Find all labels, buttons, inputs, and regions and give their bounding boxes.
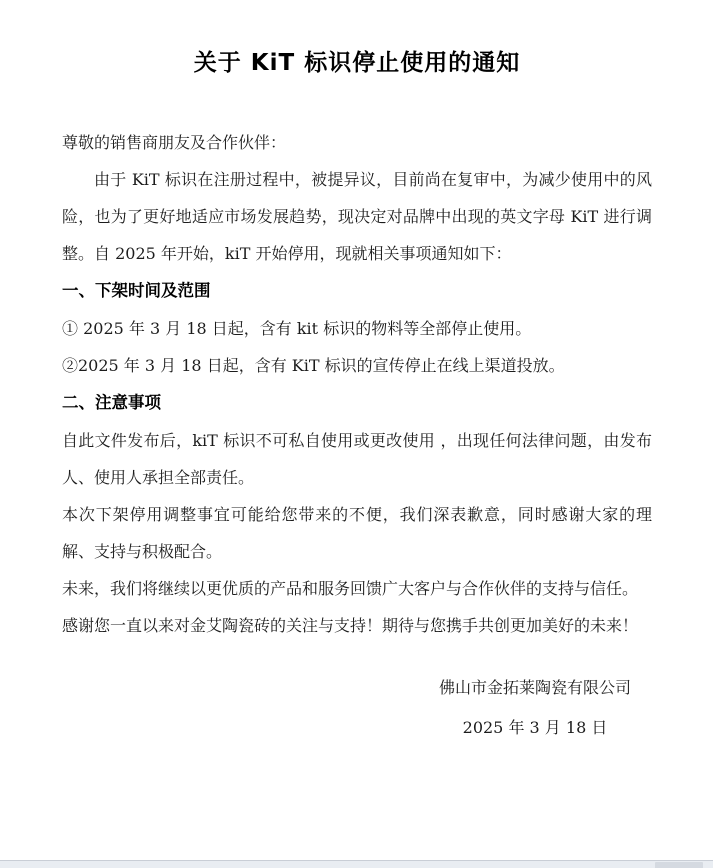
- section2-paragraph-4: 感谢您一直以来对金艾陶瓷砖的关注与支持！期待与您携手共创更加美好的未来！: [62, 616, 639, 635]
- signature-company: 佛山市金拓莱陶瓷有限公司: [438, 678, 631, 697]
- signature-date: 2025 年 3 月 18 日: [462, 718, 608, 737]
- page-title: 关于 KiT 标识停止使用的通知: [193, 50, 521, 76]
- intro-paragraph: 由于 KiT 标识在注册过程中，被提异议，目前尚在复审中，为减少使用中的风险，也为了更好地适应市场发展趋势，现决定对品牌中出现的英文字母 KiT 进行调整。自 2025 年开始，kiT 开始停用，现就相关事项通知如下：: [62, 170, 652, 263]
- scrollbar-thumb[interactable]: [655, 862, 703, 868]
- section1-item-1: ① 2025 年 3 月 18 日起，含有 kit 标识的物料等全部停止使用。: [62, 319, 532, 338]
- section2-paragraph-2: 本次下架停用调整事宜可能给您带来的不便，我们深表歉意，同时感谢大家的理解、支持与积极配合。: [62, 505, 652, 561]
- section2-paragraph-1: 自此文件发布后，kiT 标识不可私自使用或更改使用 ，出现任何法律问题，由发布人、使用人承担全部责任。: [62, 431, 652, 487]
- section1-heading: 一、下架时间及范围: [62, 281, 211, 300]
- section2-paragraph-3: 未来，我们将继续以更优质的产品和服务回馈广大客户与合作伙伴的支持与信任。: [62, 579, 639, 598]
- section2-heading: 二、注意事项: [62, 393, 161, 412]
- greeting-line: 尊敬的销售商朋友及合作伙伴：: [62, 133, 287, 152]
- viewer-bottom-bar: [0, 860, 713, 868]
- signature-block: [439, 668, 631, 748]
- section1-item-2: ②2025 年 3 月 18 日起，含有 KiT 标识的宣传停止在线上渠道投放。: [62, 356, 565, 375]
